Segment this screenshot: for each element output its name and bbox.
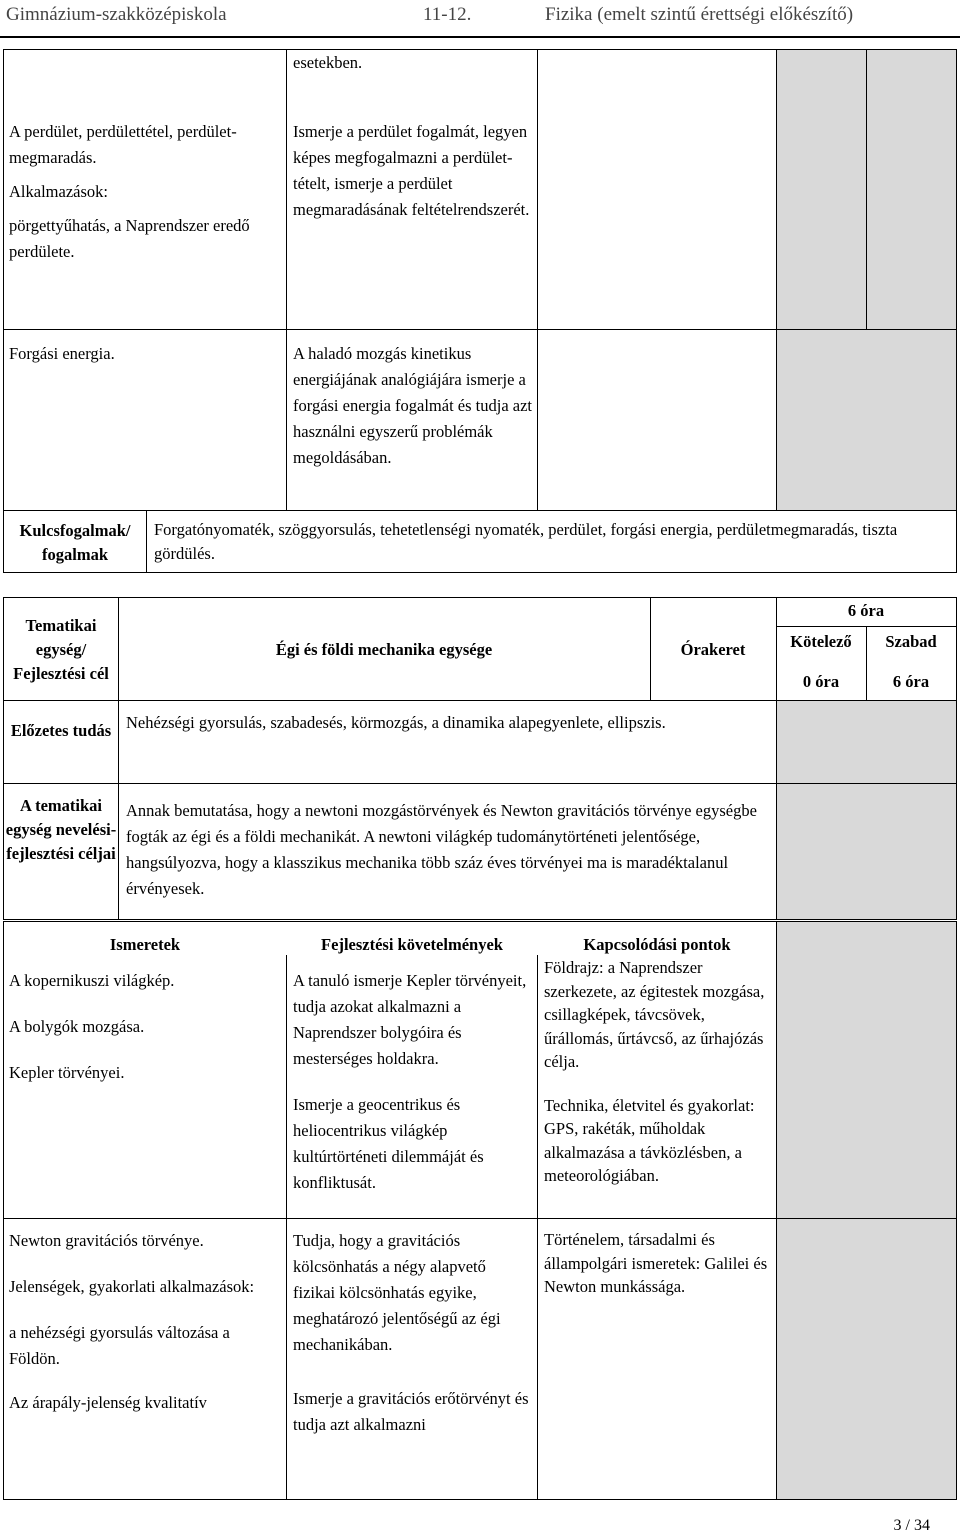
hours-label: Órakeret: [680, 640, 746, 659]
row1-requirements: A tanuló ismerje Kepler törvényeit, tudja azokat alkalmazni a Naprendszer bolygóira és mesterséges holdakra. Ismerje a geocentrikus és heliocentrikus világkép kultúrtörténeti dilemmáját és konfliktusát.: [293, 971, 527, 1192]
row1-connections: Földrajz: a Naprendszer szerkezete, az égitestek mozgása, csillagképek, távcsövek, űrállomás, űrtávcső, az űrhajózás célja. Technika, életvitel és gyakorlat: GPS, rakéták, műholdak alkalmazása a távközlésben, a meteorológiában.: [544, 958, 765, 1185]
page-header: [0, 0, 960, 32]
mandatory-label: Kötelező: [790, 632, 852, 651]
goals-label: A tematikai egység nevelési-fejlesztési céljai: [5, 796, 117, 863]
gray-cell: [776, 784, 956, 920]
free-hours: 6 óra: [892, 672, 930, 691]
prior-knowledge-label: Előzetes tudás: [10, 721, 112, 740]
row1-requirement: Ismerje a perdület fogalmát, legyen képes megfogalmazni a perdület-tételt, ismerje a perdület megmaradásának feltételrendszerét.: [293, 122, 530, 219]
row0-requirement: esetekben.: [293, 53, 363, 72]
row2-knowledge: Newton gravitációs törvénye. Jelenségek, gyakorlati alkalmazások: a nehézségi gyorsulás változása a Földön. Az árapály-jelenség kvalitatív: [9, 1231, 255, 1412]
header-school: Gimnázium-szakközépiskola: [6, 4, 227, 25]
page-number: 3 / 34: [893, 1517, 930, 1534]
mandatory-hours: 0 óra: [802, 672, 840, 691]
header-subject: Fizika (emelt szintű érettségi előkészítő): [545, 4, 854, 25]
gray-cell: [776, 330, 956, 510]
header-grade: 11-12.: [423, 4, 472, 25]
row2-requirement: A haladó mozgás kinetikus energiájának analógiájára ismerje a forgási energia fogalmát és tudja azt használni egyszerű problémák megoldásában.: [293, 344, 533, 467]
gray-cell: [776, 922, 956, 1500]
key-concepts-label: Kulcsfogalmak/ fogalmak: [19, 521, 131, 564]
prior-knowledge-text: Nehézségi gyorsulás, szabadesés, körmozgás, a dinamika alapegyenlete, ellipszis.: [126, 713, 666, 732]
hours-total: 6 óra: [847, 601, 885, 620]
key-concepts-text: Forgatónyomaték, szöggyorsulás, tehetetlenségi nyomaték, perdület, forgási energia, perdületmegmaradás, tiszta gördülés.: [154, 520, 898, 563]
unit-title: Égi és földi mechanika egysége: [275, 640, 493, 659]
col-header-knowledge: Ismeretek: [109, 935, 181, 954]
free-label: Szabad: [885, 632, 937, 651]
gray-cell: [776, 701, 956, 783]
col-header-connections: Kapcsolódási pontok: [583, 935, 731, 954]
header-rule: [0, 36, 960, 38]
row2-connections: Történelem, társadalmi és állampolgári ismeretek: Galilei és Newton munkássága.: [544, 1230, 768, 1296]
row2-requirements: Tudja, hogy a gravitációs kölcsönhatás a négy alapvető fizikai kölcsönhatás egyike, meghatározó jelentőségű az égi mechanikában. Ismerje a gravitációs erőtörvényt és tudja azt alkalmazni: [293, 1231, 529, 1434]
row2-topic: Forgási energia.: [9, 344, 115, 363]
row1-knowledge: A kopernikuszi világkép. A bolygók mozgása. Kepler törvényei.: [9, 971, 175, 1082]
col-header-requirements: Fejlesztési követelmények: [321, 935, 503, 954]
goals-text: Annak bemutatása, hogy a newtoni mozgástörvények és Newton gravitációs törvénye egységbe fogták az égi és a földi mechanikát. A newtoni világkép tudománytörténeti jelentősége, hangsúlyozva, hogy a klasszikus mechanika több száz éves törvényei ma is maradéktalanul érvényesek.: [126, 801, 757, 898]
row1-topic: A perdület, perdülettétel, perdület-megmaradás. Alkalmazások: pörgettyűhatás, a Naprendszer eredő perdülete.: [9, 122, 250, 261]
unit-label: Tematikai egység/ Fejlesztési cél: [13, 616, 109, 683]
